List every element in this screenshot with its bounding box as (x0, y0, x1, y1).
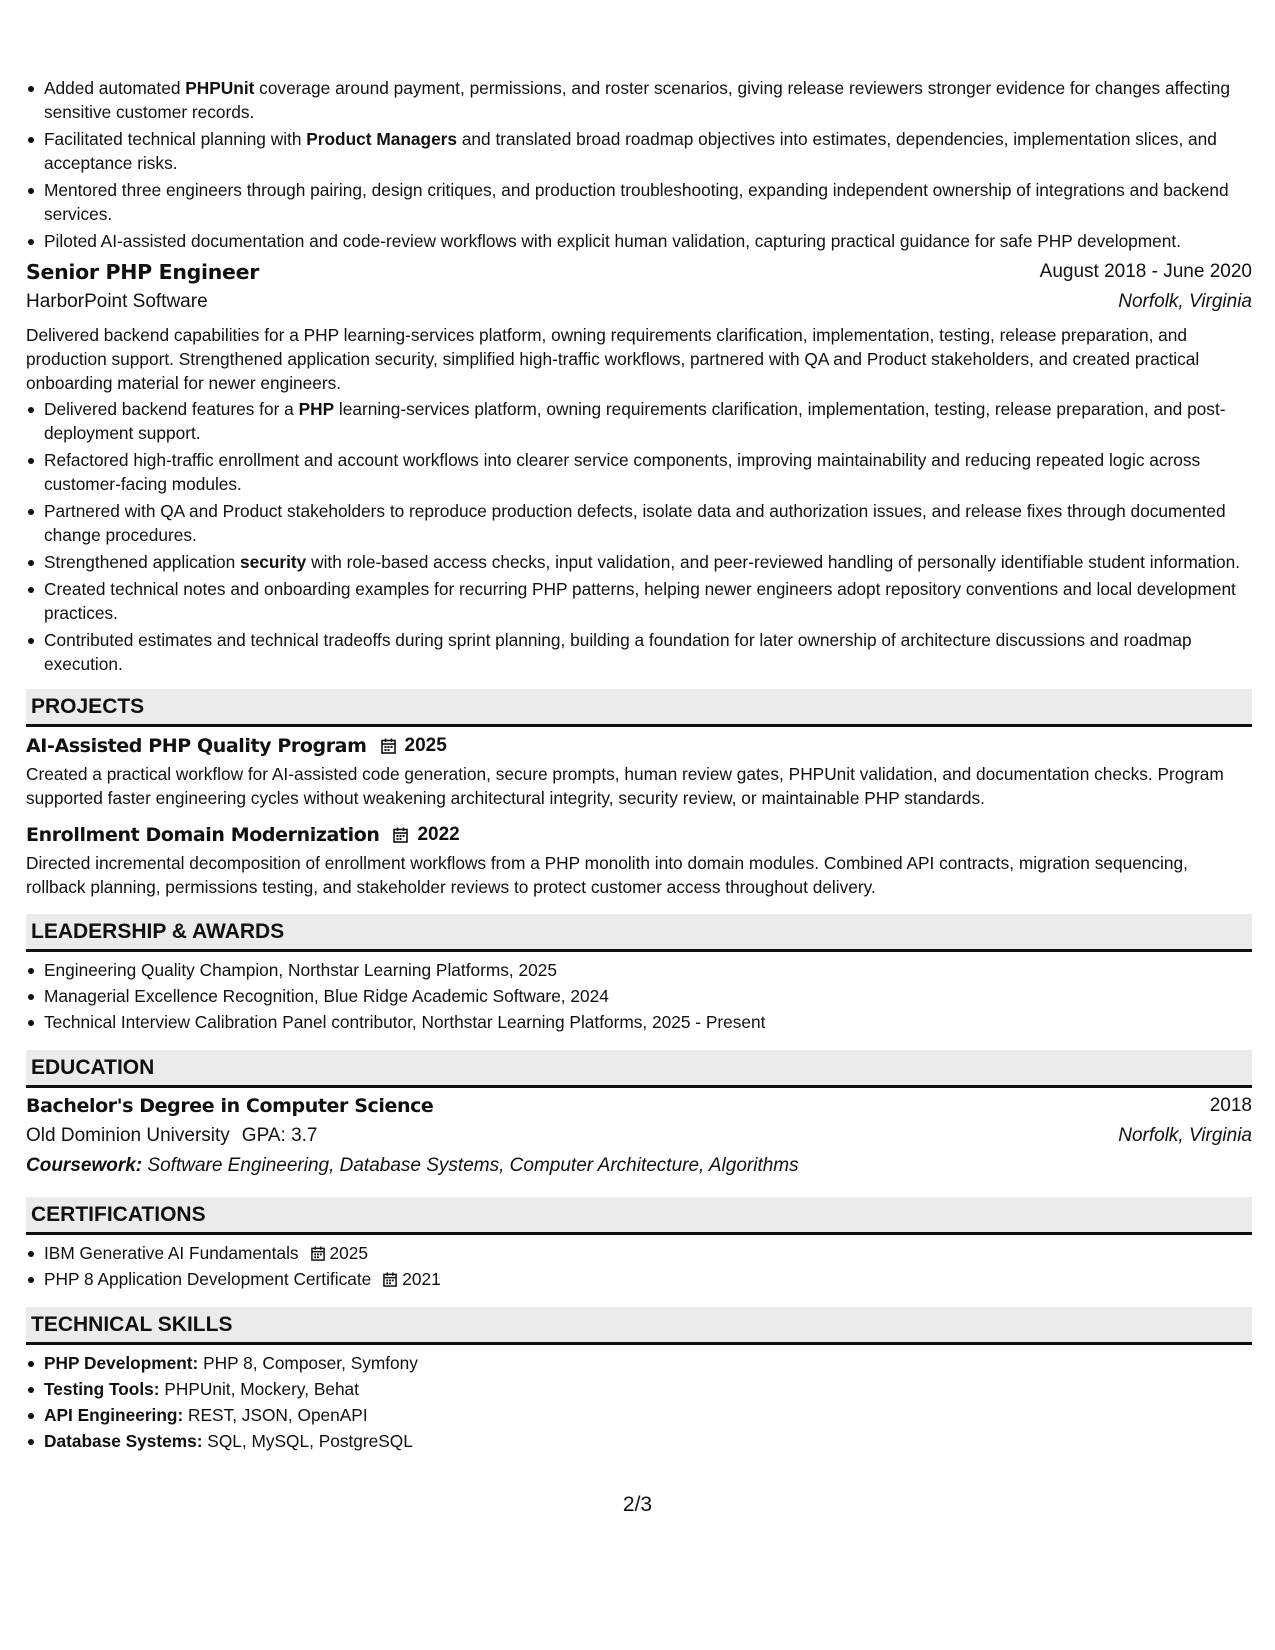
list-item (26, 1377, 1252, 1401)
section-header-skills: TECHNICAL SKILLS (26, 1307, 1252, 1345)
job-bullets (26, 397, 1252, 676)
coursework-label: Coursework: (26, 1155, 143, 1176)
job-entry (26, 260, 1252, 676)
skill-category: API Engineering: (44, 1405, 184, 1425)
job-summary: Delivered backend capabilities for a PHP learning-services platform, owning requirements clarification, implementation, testing, release preparation, and production support. Strengthened application security, simplified high-traffic workflows, partnered with QA and Product stakeholders, and created practical onboarding material for newer engineers. (26, 325, 1200, 393)
project-entry (26, 734, 1252, 810)
calendar-icon (383, 1272, 397, 1287)
skill-values: REST, JSON, OpenAPI (183, 1405, 368, 1425)
list-item: Facilitated technical planning with Product Managers and translated broad roadmap objectives into estimates, dependencies, implementation slices, and acceptance risks. (26, 127, 1252, 175)
previous-job-bullets (26, 76, 1252, 253)
skill-category: Testing Tools: (44, 1379, 160, 1399)
certification-year: 2025 (329, 1243, 368, 1263)
skills-list (26, 1351, 1252, 1453)
resume-page (26, 76, 1252, 1453)
list-item (26, 1267, 1252, 1291)
certification-name: PHP 8 Application Development Certificate (44, 1269, 372, 1289)
list-item: Strengthened application security with role-based access checks, input validation, and peer-reviewed handling of personally identifiable student information. (26, 550, 1252, 574)
section-header-projects: PROJECTS (26, 689, 1252, 727)
project-year: 2022 (417, 824, 460, 845)
calendar-icon (381, 738, 396, 754)
skill-values: SQL, MySQL, PostgreSQL (202, 1431, 413, 1451)
certification-name: IBM Generative AI Fundamentals (44, 1243, 299, 1263)
list-item (26, 1403, 1252, 1427)
graduation-year: 2018 (1209, 1095, 1252, 1116)
list-item: Piloted AI-assisted documentation and code-review workflows with explicit human validation, capturing practical guidance for safe PHP development. (26, 229, 1252, 253)
school-location: Norfolk, Virginia (1118, 1125, 1252, 1146)
page-number: 2/3 (622, 1493, 653, 1516)
list-item: Managerial Excellence Recognition, Blue Ridge Academic Software, 2024 (26, 984, 1252, 1008)
job-location: Norfolk, Virginia (1118, 291, 1252, 312)
list-item: Delivered backend features for a PHP learning-services platform, owning requirements clarification, implementation, testing, release preparation, and post-deployment support. (26, 397, 1252, 445)
list-item: Partnered with QA and Product stakeholders to reproduce production defects, isolate data and authorization issues, and release fixes through documented change procedures. (26, 499, 1252, 547)
project-name: AI-Assisted PHP Quality Program (26, 735, 367, 757)
section-header-education: EDUCATION (26, 1050, 1252, 1088)
section-header-certifications: CERTIFICATIONS (26, 1197, 1252, 1235)
list-item (26, 1429, 1252, 1453)
list-item: Added automated PHPUnit coverage around payment, permissions, and roster scenarios, giving release reviewers stronger evidence for changes affecting sensitive customer records. (26, 76, 1252, 124)
job-company: HarborPoint Software (26, 291, 208, 312)
list-item: Mentored three engineers through pairing, design critiques, and production troubleshooting, expanding independent ownership of integrations and backend services. (26, 178, 1252, 226)
calendar-icon (393, 827, 408, 843)
list-item (26, 1241, 1252, 1265)
coursework-list: Software Engineering, Database Systems, Computer Architecture, Algorithms (142, 1155, 799, 1176)
certifications-list (26, 1241, 1252, 1291)
section-header-leadership: LEADERSHIP & AWARDS (26, 914, 1252, 952)
project-year: 2025 (404, 735, 447, 756)
calendar-icon (311, 1246, 325, 1261)
list-item: Created technical notes and onboarding examples for recurring PHP patterns, helping newer engineers adopt repository conventions and local development practices. (26, 577, 1252, 625)
leadership-list (26, 958, 1252, 1034)
project-entry (26, 823, 1252, 899)
list-item (26, 1351, 1252, 1375)
degree: Bachelor's Degree in Computer Science (26, 1095, 434, 1117)
project-name: Enrollment Domain Modernization (26, 824, 380, 846)
coursework (26, 1154, 1252, 1178)
skill-category: Database Systems: (44, 1431, 203, 1451)
job-title: Senior PHP Engineer (26, 260, 260, 284)
project-description: Created a practical workflow for AI-assisted code generation, secure prompts, human review gates, PHPUnit validation, and documentation checks. Program supported faster engineering cycles without weakening architectural integrity, security review, or maintainable PHP standards. (26, 764, 1224, 808)
school-name: Old Dominion University (26, 1125, 230, 1146)
job-dates: August 2018 - June 2020 (1039, 261, 1252, 282)
list-item: Technical Interview Calibration Panel contributor, Northstar Learning Platforms, 2025 - Present (26, 1010, 1252, 1034)
list-item: Engineering Quality Champion, Northstar Learning Platforms, 2025 (26, 958, 1252, 982)
project-description: Directed incremental decomposition of enrollment workflows from a PHP monolith into domain modules. Combined API contracts, migration sequencing, rollback planning, permissions testing, and stakeholder reviews to protect customer access throughout delivery. (26, 853, 1188, 897)
certification-year: 2021 (402, 1269, 441, 1289)
list-item: Refactored high-traffic enrollment and account workflows into clearer service components, improving maintainability and reducing repeated logic across customer-facing modules. (26, 448, 1252, 496)
skill-category: PHP Development: (44, 1353, 199, 1373)
education-entry (26, 1094, 1252, 1178)
gpa: GPA: 3.7 (241, 1125, 318, 1146)
list-item: Contributed estimates and technical tradeoffs during sprint planning, building a foundation for later ownership of architecture discussions and roadmap execution. (26, 628, 1252, 676)
skill-values: PHPUnit, Mockery, Behat (159, 1379, 359, 1399)
skill-values: PHP 8, Composer, Symfony (198, 1353, 418, 1373)
